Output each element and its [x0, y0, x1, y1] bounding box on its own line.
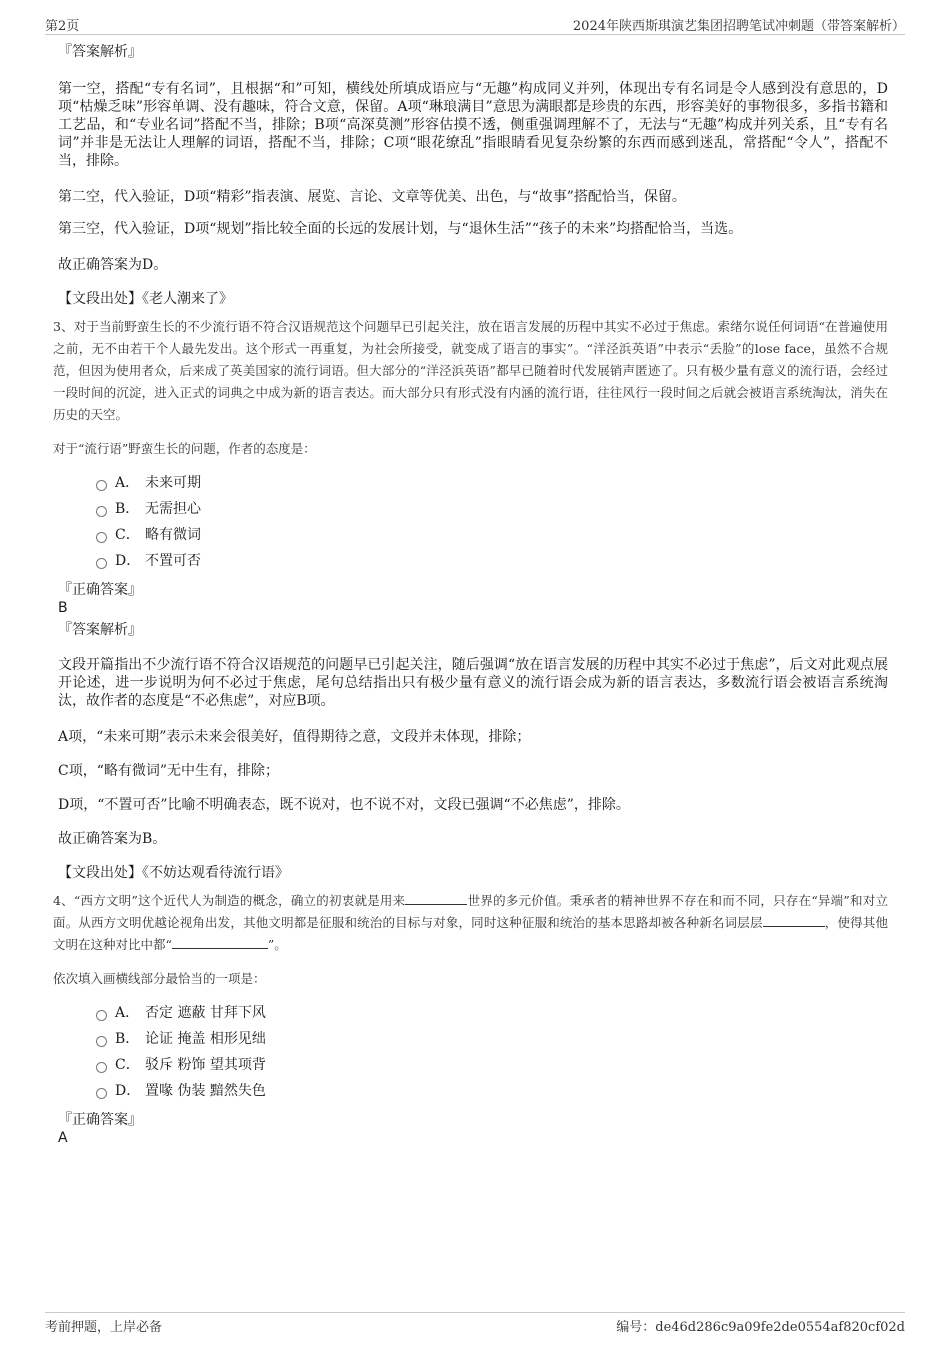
- option-a[interactable]: A． 未来可期: [96, 470, 888, 496]
- option-d[interactable]: D． 不置可否: [96, 548, 888, 574]
- option-c[interactable]: C． 略有微词: [96, 522, 888, 548]
- radio-icon[interactable]: [96, 480, 107, 491]
- question-stem: 4、“西方文明”这个近代人为制造的概念，确立的初衷就是用来 世界的多元价值。秉承者的精神世界不存在和而不同，只存在“异端”和对立面。从西方文明优越论视角出发，其他文明都是征服和统治的目标与对象，同时这种征服和统治的基本思路却被各种新名词层层 ，使得其他文明在这种对比中都“ ”。: [53, 893, 888, 952]
- page-footer: [45, 1312, 905, 1335]
- footer-slogan: 考前押题，上岸必备: [45, 1320, 163, 1335]
- radio-icon[interactable]: [96, 506, 107, 517]
- analysis-paragraph: 第二空，代入验证，D项“精彩”指表演、展览、言论、文章等优美、出色，与“故事”搭配恰当，保留。: [58, 189, 686, 205]
- option-a[interactable]: A． 否定 遮蔽 甘拜下风: [96, 1000, 888, 1026]
- document-title: 2024年陕西斯琪演艺集团招聘笔试冲刺题（带答案解析）: [572, 19, 905, 34]
- page-header: [45, 12, 905, 35]
- answer-conclusion: 故正确答案为D。: [58, 257, 168, 273]
- analysis-paragraph: 第一空，搭配“专有名词”，且根据“和”可知，横线处所填成语应与“无趣”构成同义并列，体现出专有名词是令人感到没有意思的，D项“枯燥乏味”形容单调、没有趣味，符合文意，保留。A项“琳琅满目”意思为满眼都是珍贵的东西，形容美好的事物很多，多指书籍和工艺品，和“专业名词”搭配不当，排除；B项“高深莫测”形容估摸不透，侧重强调理解不了，无法与“无趣”构成并列关系，且“专有名词”并非是无法让人理解的词语，搭配不当，排除；C项“眼花缭乱”指眼睛看见复杂纷繁的东西而感到迷乱，常搭配“令人”，搭配不当，排除。: [58, 81, 888, 169]
- analysis-paragraph: A项，“未来可期”表示未来会很美好，值得期待之意，文段并未体现，排除；: [58, 729, 531, 745]
- correct-answer-label: 『正确答案』: [58, 1112, 142, 1128]
- analysis-paragraph: 第三空，代入验证，D项“规划”指比较全面的长远的发展计划，与“退休生活”“孩子的未来”均搭配恰当，当选。: [58, 221, 743, 237]
- question-stem: 3、对于当前野蛮生长的不少流行语不符合汉语规范这个问题早已引起关注，放在语言发展的历程中其实不必过于焦虑。索绪尔说任何词语“在普遍使用之前，无不由若干个人最先发出。这个形式一再重复，为社会所接受，就变成了语言的事实”。“洋泾浜英语”中表示“丢脸”的lose face，虽然不合规范，但因为使用者众，后来成了英美国家的流行词语。但大部分的“洋泾浜英语”都早已随着时代发展销声匿迹了。只有极少量有意义的流行语，会经过一段时间的沉淀，进入正式的词典之中成为新的语言表达。而大部分只有形式没有内涵的流行语，往往风行一段时间之后就会被语言系统淘汰，消失在历史的天空。: [53, 319, 888, 422]
- question-prompt: 对于“流行语”野蛮生长的问题，作者的态度是：: [53, 441, 316, 456]
- correct-answer-label: 『正确答案』: [58, 582, 142, 598]
- radio-icon[interactable]: [96, 558, 107, 569]
- options-list: [96, 470, 888, 574]
- correct-answer-value: B: [58, 600, 68, 616]
- option-b[interactable]: B． 论证 掩盖 相形见绌: [96, 1026, 888, 1052]
- radio-icon[interactable]: [96, 532, 107, 543]
- option-c[interactable]: C． 驳斥 粉饰 望其项背: [96, 1052, 888, 1078]
- source-citation: 【文段出处】《不妨达观看待流行语》: [58, 865, 289, 881]
- radio-icon[interactable]: [96, 1010, 107, 1021]
- radio-icon[interactable]: [96, 1036, 107, 1047]
- analysis-label: 『答案解析』: [58, 622, 142, 638]
- fill-blank: [172, 936, 268, 949]
- analysis-paragraph: 文段开篇指出不少流行语不符合汉语规范的问题早已引起关注，随后强调“放在语言发展的历程中其实不必过于焦虑”，后文对此观点展开论述，进一步说明为何不必过于焦虑，尾句总结指出只有极少量有意义的流行语会成为新的语言表达，多数流行语会被语言系统淘汰，故作者的态度是“不必焦虑”，对应B项。: [58, 657, 888, 709]
- fill-blank: [763, 914, 825, 927]
- page-content: [53, 42, 888, 1146]
- document-code: 编号：de46d286c9a09fe2de0554af820cf02d: [616, 1320, 905, 1335]
- analysis-paragraph: C项，“略有微词”无中生有，排除；: [58, 763, 280, 779]
- radio-icon[interactable]: [96, 1062, 107, 1073]
- option-d[interactable]: D． 置喙 伪装 黯然失色: [96, 1078, 888, 1104]
- page-number: 第2页: [45, 19, 80, 34]
- question-prompt: 依次填入画横线部分最恰当的一项是：: [53, 971, 266, 986]
- correct-answer-value: A: [58, 1130, 68, 1146]
- radio-icon[interactable]: [96, 1088, 107, 1099]
- fill-blank: [405, 892, 467, 905]
- analysis-paragraph: D项，“不置可否”比喻不明确表态，既不说对，也不说不对，文段已强调“不必焦虑”，排除。: [58, 797, 630, 813]
- option-b[interactable]: B． 无需担心: [96, 496, 888, 522]
- analysis-label: 『答案解析』: [58, 44, 142, 60]
- answer-conclusion: 故正确答案为B。: [58, 831, 167, 847]
- options-list: [96, 1000, 888, 1104]
- source-citation: 【文段出处】《老人潮来了》: [58, 291, 233, 307]
